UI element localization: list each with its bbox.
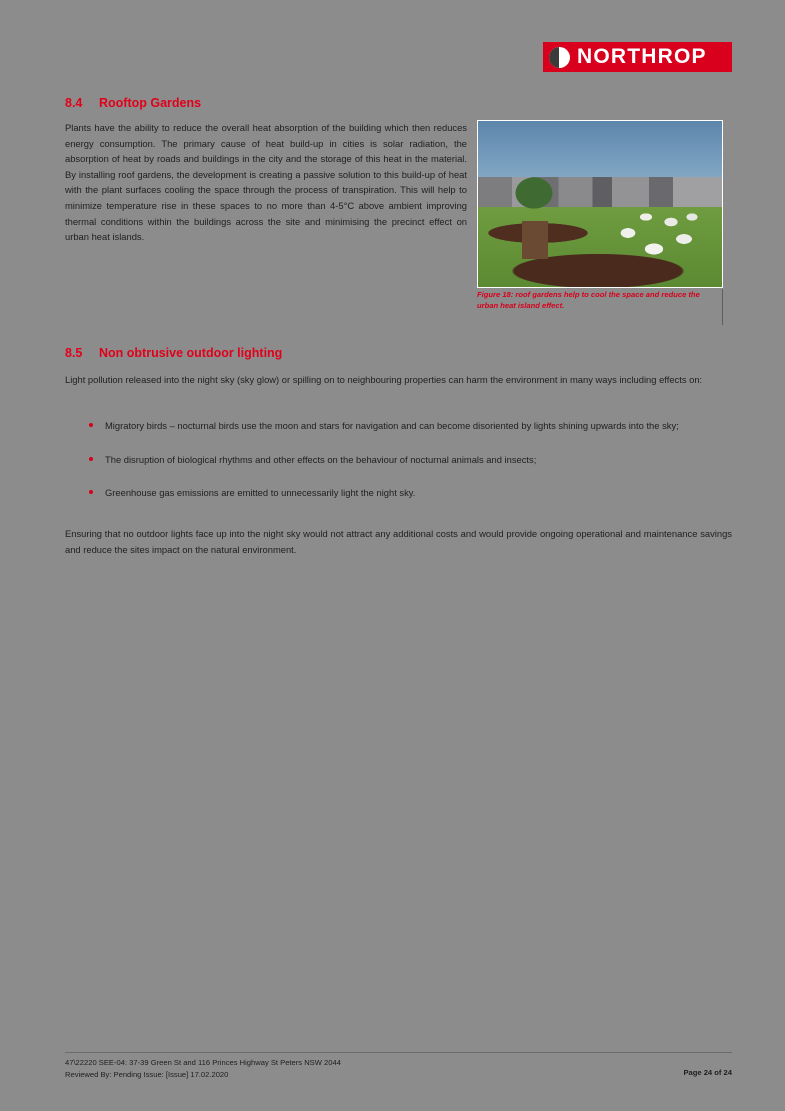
caption-divider: [722, 289, 723, 325]
section-number-8-4: 8.4: [65, 96, 83, 110]
list-item: Migratory birds – nocturnal birds use the moon and stars for navigation and can become disoriented by lights shining upwards into the sky;: [86, 418, 732, 434]
page-number: Page 24 of 24: [683, 1068, 732, 1077]
section-8-5-body: Light pollution released into the night sky (sky glow) or spilling on to neighbouring properties can harm the environment in many ways including effects on:: [65, 374, 703, 385]
figure-caption: Figure 18: roof gardens help to cool the space and reduce the urban heat island effect.: [477, 290, 700, 310]
list-item: The disruption of biological rhythms and other effects on the behaviour of nocturnal animals and insects;: [86, 452, 732, 468]
circle-mark-icon: [549, 47, 570, 68]
footer-reference: [65, 1057, 585, 1080]
section-8-5-closing: Ensuring that no outdoor lights face up into the night sky would not attract any additional costs and would provide ongoing operational and maintenance savings and reduce the sites impact on the natural environment.: [65, 528, 732, 555]
section-number-8-5: 8.5: [65, 346, 83, 360]
footer-line-2: Reviewed By: Pending Issue: [Issue] 17.02.2020: [65, 1069, 229, 1079]
section-heading-8-4: [65, 96, 201, 110]
list-item: Greenhouse gas emissions are emitted to unnecessarily light the night sky.: [86, 485, 732, 501]
section-heading-8-5: [65, 346, 282, 360]
northrop-logo: [543, 42, 732, 72]
footer-divider: [65, 1052, 732, 1053]
logo-text: NORTHROP: [577, 45, 707, 68]
rooftop-garden-image: [478, 121, 722, 287]
section-8-4-body: Plants have the ability to reduce the overall heat absorption of the building which then reduces energy consumption. The primary cause of heat build-up in cities is solar radiation, the absorption of heat by roads and buildings in the city and the storage of this heat in the material. By installing roof gardens, the development is creating a passive solution to this build-up of heat with the plant surfaces cooling the space through the process of transpiration. This will help to minimize temperature rise in these spaces to no more than 4-5°C above ambient improving thermal conditions within the buildings across the site and minimising the precinct effect on urban heat islands.: [65, 122, 467, 243]
rooftop-garden-photo: [477, 120, 723, 288]
section-8-5-bullet-list: [86, 418, 732, 519]
footer-line-1: 47\22220 SEE-04: 37-39 Green St and 116 Princes Highway St Peters NSW 2044: [65, 1058, 341, 1067]
section-title-8-5: Non obtrusive outdoor lighting: [99, 346, 283, 360]
section-title-8-4: Rooftop Gardens: [99, 96, 202, 110]
